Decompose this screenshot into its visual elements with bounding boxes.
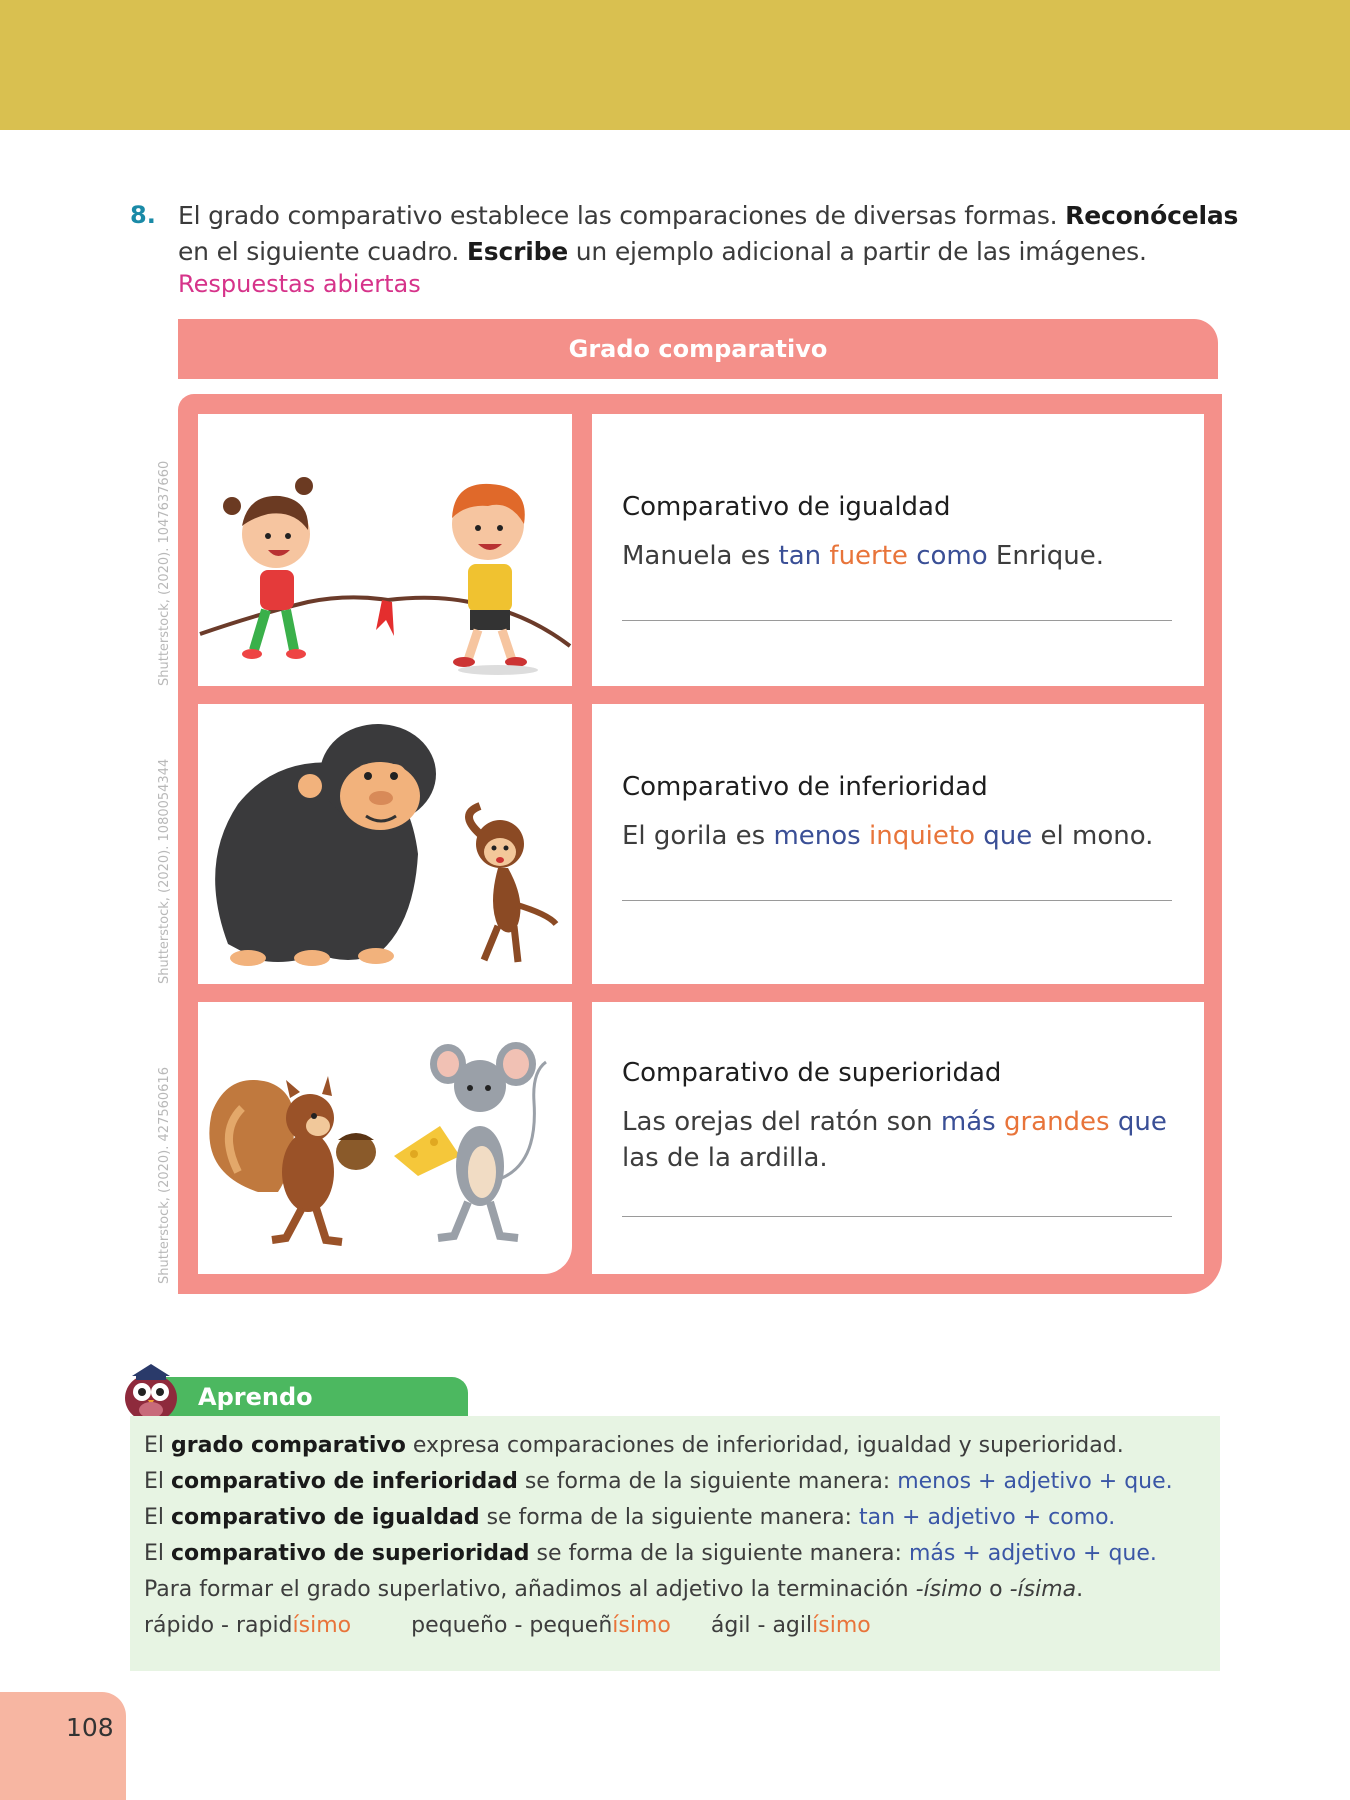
row-title-equality: Comparativo de igualdad xyxy=(622,492,951,522)
page-number-tab xyxy=(0,1692,126,1800)
image-credit-equality: Shutterstock, (2020). 1047637660 xyxy=(157,460,172,686)
aprendo-line-examples xyxy=(144,1613,871,1638)
aprendo-line-superlative: Para formar el grado superlativo, añadimos al adjetivo la terminación -ísimo o -ísima. xyxy=(144,1577,1084,1602)
image-credit-inferiority: Shutterstock, (2020). 1080054344 xyxy=(157,758,172,984)
image-credit-superiority: Shutterstock, (2020). 427560616 xyxy=(157,1067,172,1284)
example-rapidisimo: rápido - rapidísimo xyxy=(144,1613,352,1638)
text-cell-superiority xyxy=(592,1002,1204,1274)
squirrel-and-mouse-icon xyxy=(198,1002,572,1274)
question-number: 8. xyxy=(130,201,156,229)
instruction-recognize: Reconócelas xyxy=(1065,201,1239,230)
kids-tug-of-war-icon xyxy=(198,414,572,686)
aprendo-line-equality: El comparativo de igualdad se forma de la siguiente manera: tan + adjetivo + como. xyxy=(144,1505,1116,1530)
image-cell-superiority xyxy=(198,1002,572,1274)
aprendo-box xyxy=(130,1416,1220,1671)
table-header: Grado comparativo xyxy=(178,319,1218,379)
instruction-write: Escribe xyxy=(466,237,569,266)
aprendo-line-superiority: El comparativo de superioridad se forma de la siguiente manera: más + adjetivo + que. xyxy=(144,1541,1157,1566)
example-sentence-inferiority: El gorila es menos inquieto que el mono. xyxy=(622,821,1154,851)
page-number: 108 xyxy=(66,1713,114,1742)
example-sentence-equality: Manuela es tan fuerte como Enrique. xyxy=(622,541,1104,571)
image-cell-equality xyxy=(198,414,572,686)
gorilla-and-monkey-icon xyxy=(198,704,572,984)
text-cell-inferiority xyxy=(592,704,1204,984)
answer-line-equality[interactable] xyxy=(622,620,1172,621)
aprendo-title: Aprendo xyxy=(158,1377,468,1417)
example-agilisimo: ágil - agilísimo xyxy=(710,1613,871,1638)
answer-hint: Respuestas abiertas xyxy=(178,270,421,298)
question-text: El grado comparativo establece las comparaciones de diversas formas. Reconócelas en el siguiente cuadro. Escribe un ejemplo adicional a partir de las imágenes. xyxy=(178,201,1239,266)
answer-line-superiority[interactable] xyxy=(622,1216,1172,1217)
top-color-band xyxy=(0,0,1350,130)
answer-line-inferiority[interactable] xyxy=(622,900,1172,901)
row-title-superiority: Comparativo de superioridad xyxy=(622,1058,1002,1088)
row-title-inferiority: Comparativo de inferioridad xyxy=(622,772,988,802)
example-pequenisimo: pequeño - pequeñísimo xyxy=(411,1613,671,1638)
aprendo-line-inferiority: El comparativo de inferioridad se forma de la siguiente manera: menos + adjetivo + que. xyxy=(144,1469,1173,1494)
aprendo-line-definition: El grado comparativo expresa comparaciones de inferioridad, igualdad y superioridad. xyxy=(144,1433,1124,1458)
comparison-table xyxy=(178,394,1222,1294)
image-cell-inferiority xyxy=(198,704,572,984)
example-sentence-superiority: Las orejas del ratón son más grandes que las de la ardilla. xyxy=(622,1107,1167,1173)
text-cell-equality xyxy=(592,414,1204,686)
